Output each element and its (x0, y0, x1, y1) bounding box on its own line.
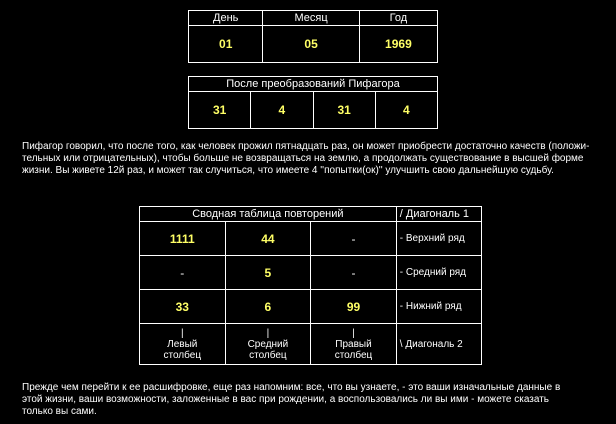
summary-cell: 44 (225, 222, 311, 256)
pythagoras-value: 4 (375, 92, 437, 129)
month-value: 05 (263, 26, 359, 63)
column-label-right (311, 324, 397, 365)
column-line1: Левый (167, 338, 198, 350)
diagonal1-label: / Диагональ 1 (396, 207, 481, 222)
column-line2: столбец (163, 349, 202, 361)
summary-cell: 5 (225, 256, 311, 290)
summary-cell: - (311, 222, 397, 256)
day-value: 01 (189, 26, 263, 63)
column-bar: | (266, 327, 270, 339)
row-label-top: - Верхний ряд (396, 222, 481, 256)
column-line1: Правый (335, 338, 372, 350)
summary-cell: - (311, 256, 397, 290)
day-header: День (189, 11, 263, 26)
pythagoras-table (188, 76, 438, 129)
pythagoras-title: После преобразований Пифагора (189, 77, 438, 92)
table-row (140, 222, 482, 256)
summary-cell: 1111 (140, 222, 226, 256)
summary-cell: 33 (140, 290, 226, 324)
column-label-middle (225, 324, 311, 365)
year-header: Год (359, 11, 437, 26)
pythagoras-value: 31 (313, 92, 375, 129)
table-row (140, 256, 482, 290)
diagonal2-label: \ Диагональ 2 (396, 324, 481, 365)
summary-cell: 99 (311, 290, 397, 324)
column-line2: столбец (334, 349, 373, 361)
summary-title: Сводная таблица повторений (140, 207, 397, 222)
pythagoras-value: 4 (251, 92, 313, 129)
column-line1: Средний (247, 338, 289, 350)
summary-table (139, 206, 482, 365)
outro-paragraph: Прежде чем перейти к ее расшифровке, еще раз напомним: все, что вы узнаете, - это ваши изначальные данные в этой жизни, ваши возможности, заложенные в вас при рождении, а воспользовались ли вы ими - можете сказать только вы сами. (22, 382, 561, 417)
column-bar: | (180, 327, 184, 339)
year-value: 1969 (359, 26, 437, 63)
birth-date-table (188, 10, 438, 63)
summary-cell: - (140, 256, 226, 290)
summary-cell: 6 (225, 290, 311, 324)
row-label-middle: - Средний ряд (396, 256, 481, 290)
intro-paragraph: Пифагор говорил, что после того, как человек прожил пятнадцать раз, он может приобрести достаточно качеств (положи-тельных или отрицательных), чтобы больше не возвращаться на землю, а продолжать существование в высшей форме жизни. Вы живете 12й раз, и может так случиться, что имеете 4 ''попытки(ок)'' улучшить свою дальнейшую судьбу. (22, 141, 590, 176)
table-row (140, 290, 482, 324)
column-line2: столбец (249, 349, 287, 361)
month-header: Месяц (263, 11, 359, 26)
pythagoras-value: 31 (189, 92, 251, 129)
column-label-left (140, 324, 226, 365)
column-bar: | (352, 327, 355, 339)
row-label-bottom: - Нижний ряд (396, 290, 481, 324)
